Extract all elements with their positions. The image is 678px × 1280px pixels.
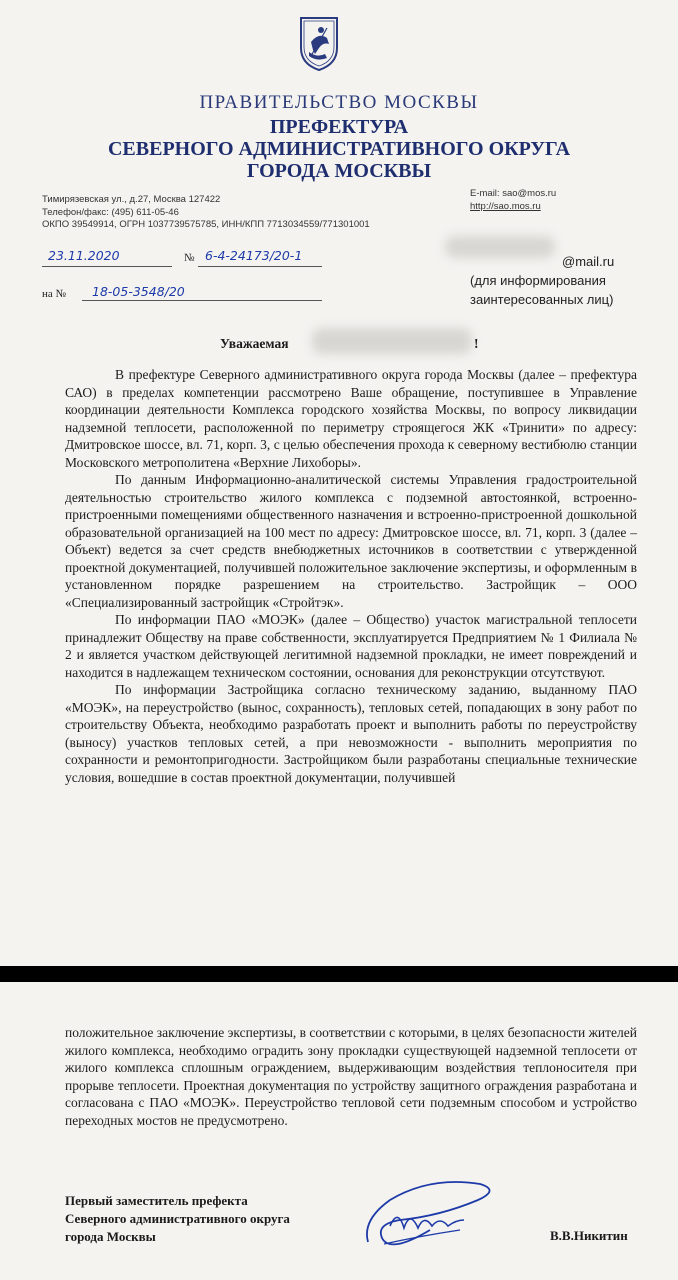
handwritten-signature [360, 1170, 500, 1260]
page-separator [0, 966, 678, 982]
government-title: ПРАВИТЕЛЬСТВО МОСКВЫ [199, 92, 479, 113]
address-line: Тимирязевская ул., д.27, Москва 127422 [42, 194, 221, 205]
city-title: ГОРОДА МОСКВЫ [246, 160, 432, 182]
greeting-end: ! [474, 336, 479, 351]
letter-body-continued [65, 1024, 637, 1129]
signer-title-line: Северного административного округа [65, 1211, 290, 1226]
greeting: Уважаемая [220, 336, 289, 351]
address-block [42, 194, 370, 232]
letter-body [65, 366, 637, 786]
paragraph: По информации ПАО «МОЭК» (далее – Общество) участок магистральной теплосети принадлежит Обществу на праве собственности, эксплуатируется Предприятием № 1 Филиала № 2 и является участком действующей легитимной надземной прокладки, не имеет повреждений и находится в надлежащем техническом состоянии, основания для реконструкции отсутствуют. [65, 612, 637, 680]
number-label: № [184, 252, 195, 264]
reply-to-underline [82, 300, 322, 301]
number-underline [198, 266, 322, 267]
signer-title [65, 1192, 290, 1246]
reply-to-number: 18-05-3548/20 [92, 284, 185, 299]
registry-line: ОКПО 39549914, ОГРН 1037739575785, ИНН/КПП 7713034559/771301001 [42, 219, 370, 230]
letter-date: 23.11.2020 [48, 248, 120, 263]
signer-name: В.В.Никитин [550, 1228, 628, 1243]
signer-title-line: Первый заместитель префекта [65, 1193, 248, 1208]
paragraph: В префектуре Северного административного округа города Москвы (далее – префектура САО) в пределах компетенции рассмотрено Ваше обращение, поступившее в Управление координации деятельности Комплекса городского хозяйства Москвы, по вопросу ликвидации надземной теплосети, расположенной по периметру строящегося ЖК «Тринити» по адресу: Дмитровское шоссе, вл. 71, корп. 3, с целью обеспечения прохода к северному вестибюлю станции Московского метрополитена «Верхние Лихоборы». [65, 367, 637, 470]
reply-to-label: на № [42, 288, 67, 300]
moscow-coat-of-arms-icon [297, 14, 341, 72]
paragraph: По данным Информационно-аналитической системы Управления градостроительной деятельностью строительство жилого комплекса с подземной автостоянкой, встроенно-пристроенными помещениями общественного назначения и встроенно-пристроенной дошкольной образовательной организацией на 100 мест по адресу: Дмитровское шоссе, вл. 71, корп. 3 (далее – Объект) ведется за счет средств внебюджетных источников в соответствии с утвержденной проектной документацией, получившей положительное заключение экспертизы, и оформленным в установленном порядке разрешением на строительство. Застройщик – ООО «Специализированный застройщик «Стройтэк». [65, 472, 637, 610]
recipient-email: @mail.ru [562, 254, 615, 269]
recipient-line-2: (для информирования [470, 273, 606, 288]
paragraph: положительное заключение экспертизы, в соответствии с которыми, в целях безопасности жителей жилого комплекса, необходимо оградить зону прокладки существующей надземной теплосети от жилого комплекса сплошным ограждением, выдерживающим воздействия теплоносителя при прорыве теплосети. Проектная документация по устройству защитного ограждения разработана и согласована с ПАО «МОЭК». Переустройство тепловой сети подземным способом и устройство переходных мостов не предусмотрено. [65, 1025, 637, 1128]
contacts-block [470, 188, 556, 213]
prefecture-title: ПРЕФЕКТУРА [269, 116, 409, 138]
recipient-line-3: заинтересованных лиц) [470, 292, 614, 307]
email-line: E-mail: sao@mos.ru [470, 188, 557, 199]
district-title: СЕВЕРНОГО АДМИНИСТРАТИВНОГО ОКРУГА [107, 138, 571, 160]
date-underline [42, 266, 172, 267]
redacted-email [445, 236, 555, 258]
website-link[interactable]: http://sao.mos.ru [470, 200, 541, 212]
redacted-name [312, 328, 472, 354]
signer-title-line: города Москвы [65, 1229, 156, 1244]
phone-line: Телефон/факс: (495) 611-05-46 [42, 206, 179, 218]
paragraph: По информации Застройщика согласно техническому заданию, выданному ПАО «МОЭК», на переустройство (вынос, сохранность), тепловых сетей, попадающих в зону работ по строительству Объекта, необходимо разработать проект и выполнить работы по переустройству (выносу) участков тепловых сетей, а при невозможности - выполнить мероприятия по сохранности и ремонтопригодности. Застройщиком были разработаны специальные технические условия, вошедшие в состав проектной документации, получившей [65, 682, 637, 785]
outgoing-number: 6-4-24173/20-1 [205, 248, 303, 263]
